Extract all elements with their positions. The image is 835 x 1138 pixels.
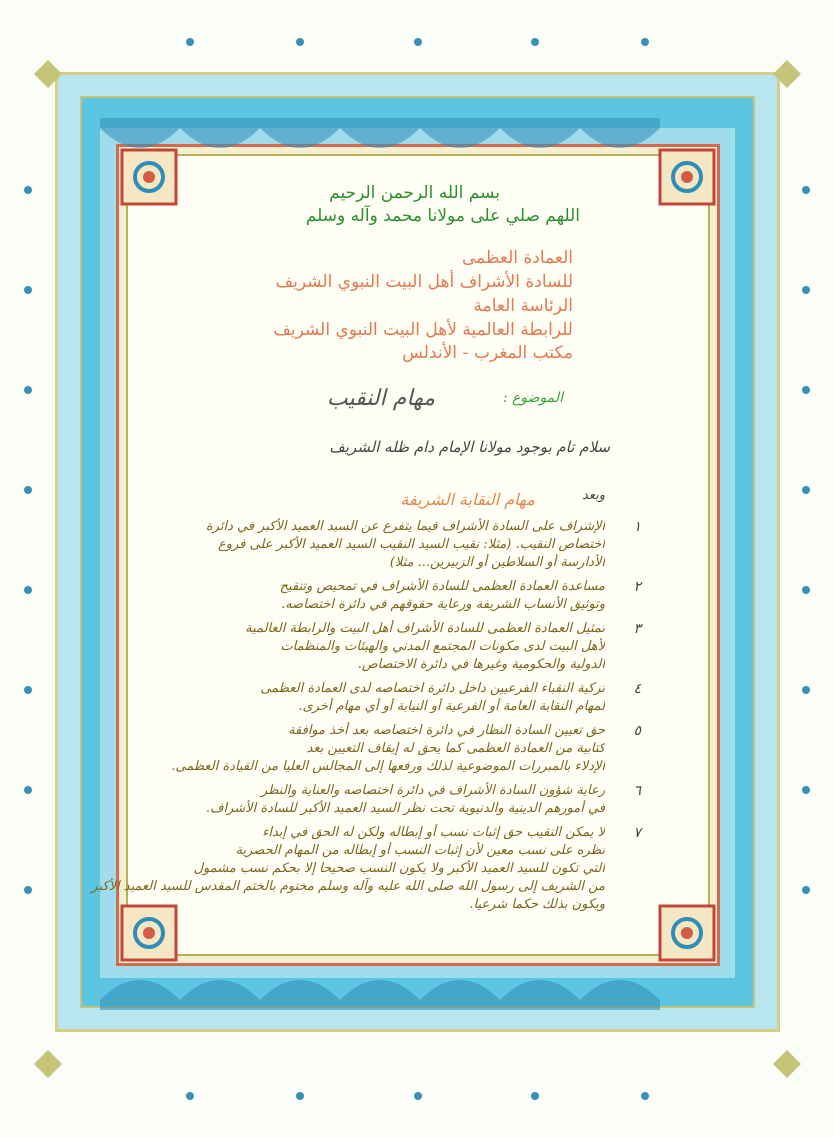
task-line: الدولية والحكومية وغيرها في دائرة الاختصاص. <box>357 657 605 672</box>
task-line: اختصاص النقيب. (مثلا: نقيب السيد النقيب السيد العميد الأكبر على فروع <box>217 537 605 552</box>
greeting: سلام تام بوجود مولانا الإمام دام ظله الشريف <box>329 438 610 456</box>
task-item-6 <box>85 782 641 818</box>
subject-label: الموضوع : <box>502 390 563 406</box>
intro-wabad: وبعد <box>582 488 605 503</box>
subject-value: مهام النقيب <box>326 386 435 411</box>
tasks-title: مهام النقابة الشريفة <box>400 490 535 509</box>
basmala: بسم الله الرحمن الرحيم <box>329 183 500 203</box>
task-line: في أمورهم الدينية والدنيوية تحت نظر السيد العميد الأكبر للسادة الأشراف. <box>205 801 605 816</box>
task-line: من الشريف إلى رسول الله صلى الله عليه وآله وسلم مختوم بالختم المقدس للسيد العميد الأكبر <box>91 879 605 894</box>
task-line: التي تكون للسيد العميد الأكبر ولا يكون النسب صحيحا إلا بحكم نسب مشمول <box>193 861 605 876</box>
task-line: وتوثيق الأنساب الشريفة ورعاية حقوقهم في دائرة اختصاصه. <box>281 597 605 612</box>
task-number: ٤ <box>633 681 641 697</box>
task-line: لمهام النقابة العامة أو الفرعية أو النيابة أو أي مهام أخرى. <box>298 699 605 714</box>
org-line-1: العمادة العظمى <box>461 248 573 268</box>
task-line: نظره على نسب معين لأن إثبات النسب أو إبطاله من المهام الحصرية <box>235 843 605 858</box>
task-line: لأهل البيت لدى مكونات المجتمع المدني والهيئات والمنظمات <box>280 639 605 654</box>
task-line: الإدلاء بالمبررات الموضوعية لذلك ورفعها إلى المجالس العليا من القيادة العظمى. <box>171 759 605 774</box>
task-line: ويكون بذلك حكما شرعيا. <box>469 897 605 912</box>
task-line: الأدارسة أو السلاطين أو الزبيرين... مثلا) <box>389 555 605 570</box>
task-item-1 <box>85 518 641 572</box>
tasks-list <box>85 518 641 920</box>
task-line: لا يمكن النقيب حق إثبات نسب أو إبطاله ولكن له الحق في إبداء <box>262 825 605 840</box>
corner-ornament-top-right <box>658 148 716 206</box>
org-line-5: مكتب المغرب - الأندلس <box>402 343 573 363</box>
corner-ornament-top-left <box>120 148 178 206</box>
salawat: اللهم صلي على مولانا محمد وآله وسلم <box>305 206 580 226</box>
task-item-2 <box>85 578 641 614</box>
task-line: تمثيل العمادة العظمى للسادة الأشراف أهل البيت والرابطة العالمية <box>245 621 605 636</box>
task-line: كتابية من العمادة العظمى كما يحق له إيقاف التعيين بعد <box>306 741 605 756</box>
task-number: ٧ <box>633 825 641 841</box>
task-item-4 <box>85 680 641 716</box>
task-item-7 <box>85 824 641 914</box>
task-line: مساعدة العمادة العظمى للسادة الأشراف في تمحيص وتنقيح <box>279 579 605 594</box>
task-line: حق تعيين السادة النظار في دائرة اختصاصه بعد أخذ موافقة <box>288 723 605 738</box>
task-item-5 <box>85 722 641 776</box>
org-line-3: الرئاسة العامة <box>473 296 573 316</box>
task-number: ٥ <box>633 723 641 739</box>
task-line: تزكية النقباء الفرعيين داخل دائرة اختصاصه لدى العمادة العظمى <box>260 681 605 696</box>
task-number: ١ <box>633 519 641 535</box>
task-item-3 <box>85 620 641 674</box>
task-number: ٦ <box>633 783 641 799</box>
task-number: ٢ <box>633 579 641 595</box>
corner-ornament-bottom-right <box>658 904 716 962</box>
org-line-2: للسادة الأشراف أهل البيت النبوي الشريف <box>275 272 573 292</box>
task-number: ٣ <box>633 621 641 637</box>
task-line: رعاية شؤون السادة الأشراف في دائرة اختصاصه والعناية والنظر <box>260 783 605 798</box>
org-line-4: للرابطة العالمية لأهل البيت النبوي الشريف <box>273 320 573 340</box>
task-line: الإشراف على السادة الأشراف فيما يتفرع عن السيد العميد الأكبر في دائرة <box>205 519 605 534</box>
